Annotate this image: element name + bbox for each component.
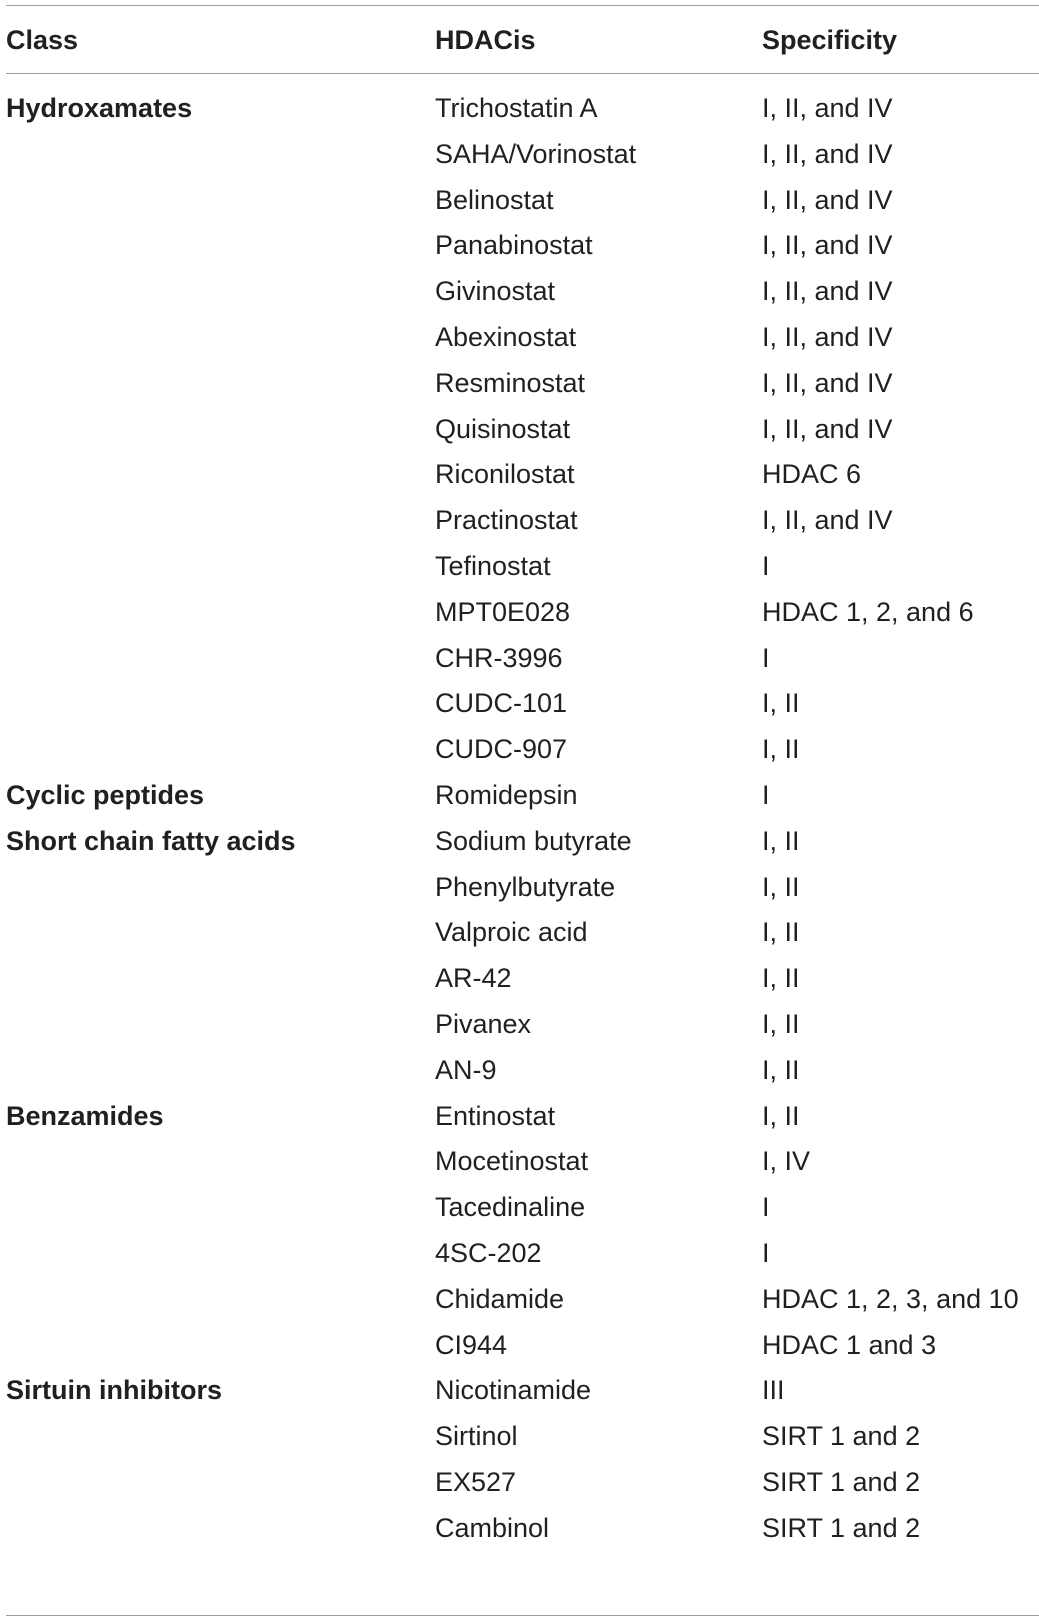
specificity-cell: I: [762, 551, 770, 581]
specificity-cell: HDAC 1, 2, 3, and 10: [762, 1283, 1019, 1314]
header-hdacis: HDACis: [435, 25, 536, 55]
specificity-cell: SIRT 1 and 2: [762, 1467, 921, 1497]
table-row: [0, 818, 1039, 865]
table-row: [0, 1230, 1039, 1277]
class-cell: Benzamides: [6, 1100, 164, 1131]
table-row: [0, 1459, 1039, 1506]
hdaci-cell: CHR-3996: [435, 642, 563, 673]
specificity-cell: I, II, and IV: [762, 367, 893, 398]
hdaci-cell: CI944: [435, 1329, 508, 1360]
table-row: [0, 177, 1039, 224]
table-row: [0, 1276, 1039, 1323]
table-row: [0, 131, 1039, 178]
specificity-cell: I, II, and IV: [762, 505, 893, 536]
hdaci-cell: Sodium butyrate: [435, 825, 632, 856]
hdaci-cell: AR-42: [435, 963, 512, 994]
table-bottom-rule: [6, 1615, 1039, 1616]
hdaci-cell: Cambinol: [435, 1512, 550, 1543]
table-top-rule: [6, 5, 1039, 6]
specificity-cell: I, IV: [762, 1146, 811, 1177]
specificity-cell: SIRT 1 and 2: [762, 1421, 921, 1452]
table-row: [0, 589, 1039, 636]
hdaci-cell: Pivanex: [435, 1009, 532, 1039]
table-row: [0, 497, 1039, 544]
table-row: [0, 772, 1039, 819]
hdaci-cell: Nicotinamide: [435, 1375, 592, 1406]
table-row: [0, 1138, 1039, 1185]
table-row: [0, 635, 1039, 682]
class-cell: Cyclic peptides: [6, 780, 205, 810]
table-row: [0, 1093, 1039, 1140]
table-row: [0, 85, 1039, 132]
hdaci-cell: Sirtinol: [435, 1421, 518, 1452]
hdaci-cell: EX527: [435, 1467, 517, 1497]
specificity-cell: HDAC 1 and 3: [762, 1329, 937, 1360]
specificity-cell: I: [762, 642, 770, 673]
specificity-cell: I, II, and IV: [762, 93, 893, 123]
table-row: [0, 222, 1039, 269]
hdaci-cell: Givinostat: [435, 276, 556, 307]
specificity-cell: I: [762, 1192, 770, 1223]
hdaci-cell: Entinostat: [435, 1100, 556, 1131]
specificity-cell: I, II: [762, 688, 800, 719]
table-row: [0, 1047, 1039, 1094]
specificity-cell: I, II: [762, 1054, 800, 1085]
hdaci-cell: Panabinostat: [435, 230, 593, 261]
table-row: [0, 360, 1039, 407]
table-row: [0, 543, 1039, 590]
hdaci-cell: Abexinostat: [435, 322, 577, 352]
table-header-rule: [6, 73, 1039, 74]
hdaci-cell: 4SC-202: [435, 1238, 542, 1268]
hdaci-cell: SAHA/Vorinostat: [435, 138, 637, 169]
table-row: [0, 1322, 1039, 1369]
class-cell: Sirtuin inhibitors: [6, 1375, 222, 1406]
hdaci-cell: Phenylbutyrate: [435, 871, 616, 902]
table-row: [0, 314, 1039, 361]
table-row: [0, 406, 1039, 453]
specificity-cell: I, II, and IV: [762, 413, 893, 444]
specificity-cell: I, II: [762, 871, 800, 902]
hdaci-cell: Resminostat: [435, 367, 586, 398]
specificity-cell: I, II: [762, 917, 800, 948]
hdaci-cell: Quisinostat: [435, 413, 571, 444]
table-row: [0, 864, 1039, 911]
table-row: [0, 1413, 1039, 1460]
class-cell: Short chain fatty acids: [6, 825, 296, 856]
specificity-cell: I, II, and IV: [762, 276, 893, 307]
specificity-cell: I: [762, 780, 770, 810]
table-row: [0, 268, 1039, 315]
table-row: [0, 909, 1039, 956]
hdaci-cell: Trichostatin A: [435, 93, 598, 123]
specificity-cell: I, II: [762, 963, 800, 994]
table-header-row: [0, 17, 1039, 64]
specificity-cell: I, II: [762, 734, 800, 765]
hdaci-cell: Riconilostat: [435, 459, 575, 490]
table-row: [0, 680, 1039, 727]
hdaci-cell: CUDC-101: [435, 688, 568, 719]
table-row: [0, 1001, 1039, 1048]
specificity-cell: HDAC 1, 2, and 6: [762, 596, 974, 627]
hdaci-cell: Tefinostat: [435, 551, 551, 581]
specificity-cell: I, II: [762, 1100, 800, 1131]
specificity-cell: I, II, and IV: [762, 138, 893, 169]
table-row: [0, 726, 1039, 773]
header-specificity: Specificity: [762, 25, 898, 55]
hdaci-cell: Valproic acid: [435, 917, 588, 948]
specificity-cell: I: [762, 1238, 770, 1268]
specificity-cell: I, II: [762, 825, 800, 856]
table-row: [0, 1505, 1039, 1552]
class-cell: Hydroxamates: [6, 93, 193, 123]
hdaci-cell: Romidepsin: [435, 780, 578, 810]
specificity-cell: HDAC 6: [762, 459, 862, 490]
table-row: [0, 451, 1039, 498]
table-row: [0, 1184, 1039, 1231]
specificity-cell: I, II, and IV: [762, 230, 893, 261]
hdaci-cell: Practinostat: [435, 505, 578, 536]
hdaci-cell: CUDC-907: [435, 734, 568, 765]
specificity-cell: I, II: [762, 1009, 800, 1039]
table-row: [0, 1367, 1039, 1414]
hdaci-cell: Tacedinaline: [435, 1192, 586, 1223]
hdaci-cell: Belinostat: [435, 184, 554, 215]
hdaci-cell: AN-9: [435, 1054, 497, 1085]
specificity-cell: III: [762, 1375, 785, 1406]
specificity-cell: SIRT 1 and 2: [762, 1512, 921, 1543]
table-row: [0, 955, 1039, 1002]
hdaci-cell: MPT0E028: [435, 596, 571, 627]
specificity-cell: I, II, and IV: [762, 184, 893, 215]
hdaci-cell: Mocetinostat: [435, 1146, 589, 1177]
hdaci-cell: Chidamide: [435, 1283, 565, 1314]
specificity-cell: I, II, and IV: [762, 322, 893, 352]
header-class: Class: [6, 25, 79, 55]
